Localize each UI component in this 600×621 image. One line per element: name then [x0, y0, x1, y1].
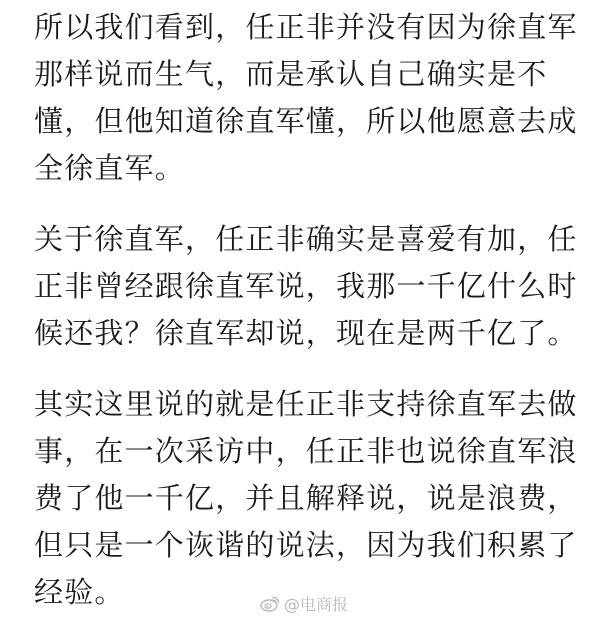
- text-line: 那样说而生气，而是承认自己确实是不: [34, 57, 548, 91]
- text-line: 全徐直军。: [34, 151, 186, 185]
- text-line: 所以我们看到，任正非并没有因为徐直军: [34, 10, 578, 44]
- text-line: 事，在一次采访中，任正非也说徐直军浪: [34, 434, 578, 468]
- text-line: 关于徐直军，任正非确实是喜爱有加，任: [34, 222, 578, 256]
- text-line: 但只是一个诙谐的说法，因为我们积累了: [34, 528, 578, 562]
- paragraph-2: [34, 216, 580, 357]
- article-body: [34, 4, 580, 616]
- watermark: [260, 592, 348, 615]
- paragraph-1: [34, 4, 580, 192]
- text-line: 费了他一千亿，并且解释说，说是浪费，: [34, 481, 578, 515]
- text-line: 经验。: [34, 575, 125, 609]
- watermark-text: @电商报: [283, 595, 348, 614]
- paragraph-3: [34, 381, 580, 616]
- text-line: 其实这里说的就是任正非支持徐直军去做: [34, 387, 578, 421]
- text-line: 懂，但他知道徐直军懂，所以他愿意去成: [34, 104, 578, 138]
- paragraph-spacer: [34, 357, 580, 381]
- text-line: 正非曾经跟徐直军说，我那一千亿什么时: [34, 269, 578, 303]
- paragraph-spacer: [34, 192, 580, 216]
- text-line: 候还我？徐直军却说，现在是两千亿了。: [34, 316, 578, 350]
- weibo-icon: [260, 595, 280, 612]
